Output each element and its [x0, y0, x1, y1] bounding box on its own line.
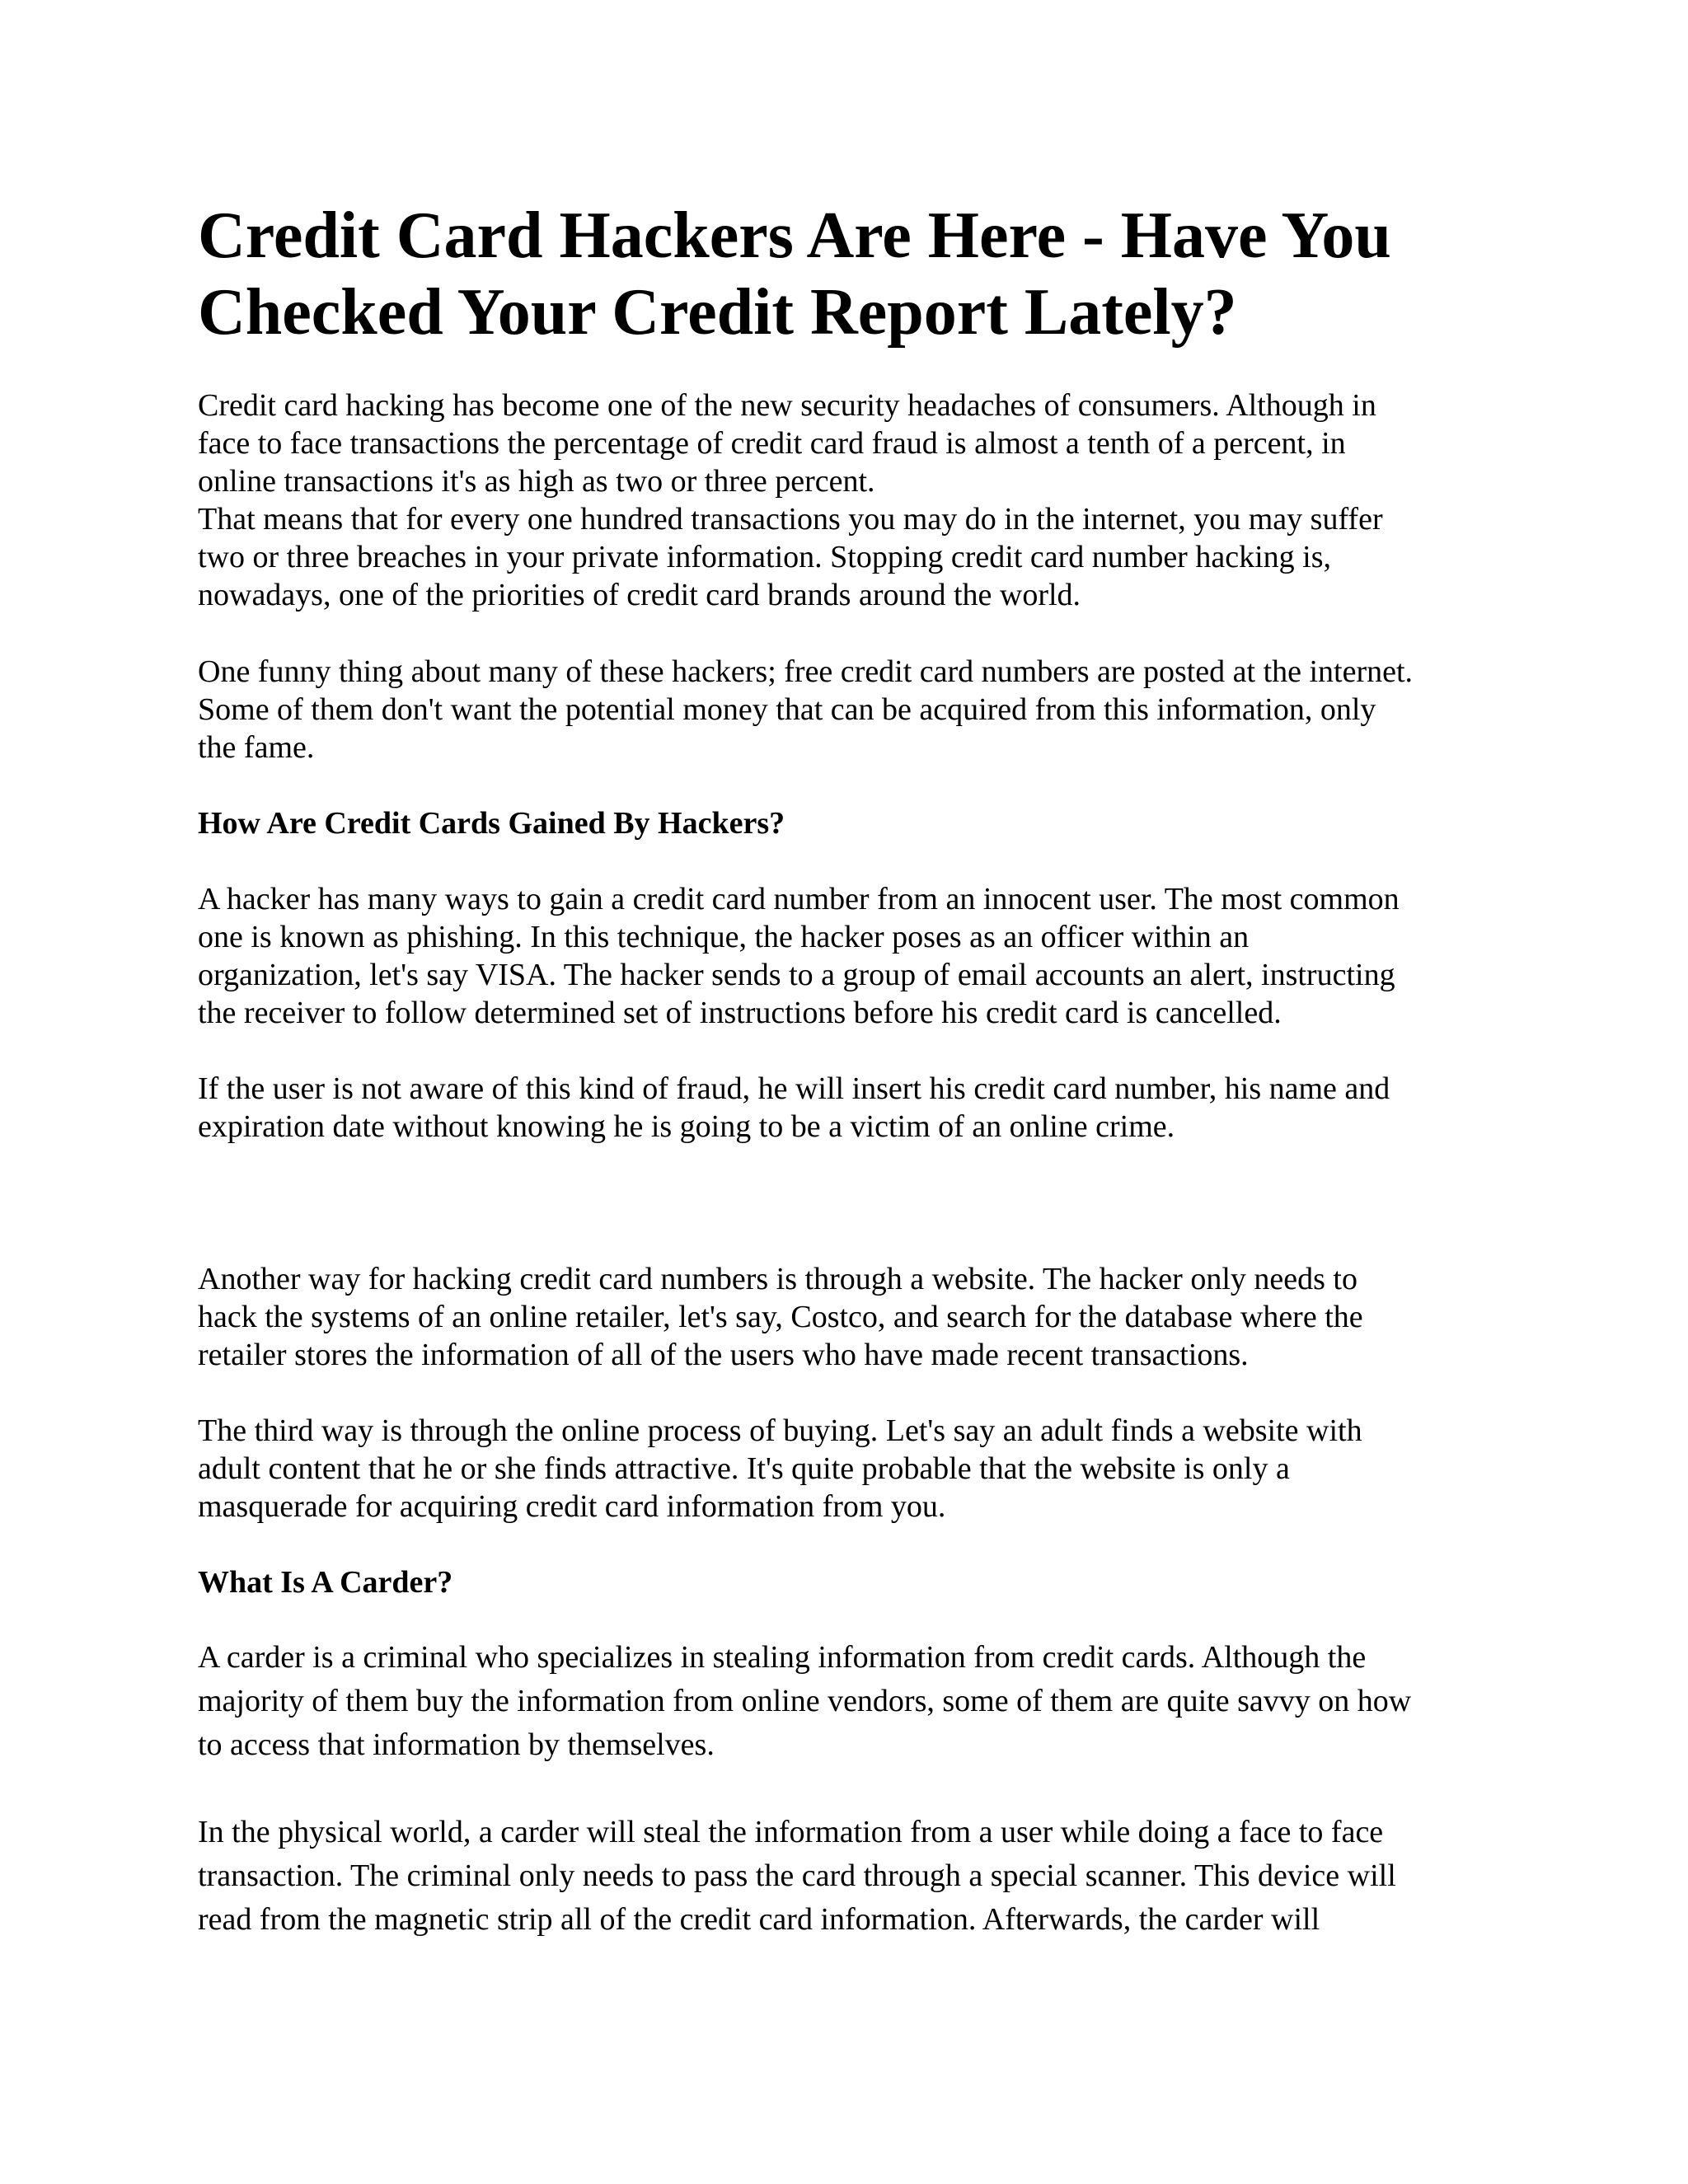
text-line: Credit card hacking has become one of the new security headaches of consumers. Although in — [198, 388, 1376, 423]
text-line: two or three breaches in your private information. Stopping credit card number hacking is, — [198, 540, 1331, 574]
title-line: Credit Card Hackers Are Here - Have You — [198, 199, 1391, 272]
text-line: online transactions it's as high as two or three percent. — [198, 464, 875, 499]
text-line: read from the magnetic strip all of the credit card information. Afterwards, the carder will — [198, 1902, 1320, 1937]
text-line: the receiver to follow determined set of instructions before his credit card is cancelled. — [198, 996, 1282, 1030]
text-line: the fame. — [198, 730, 315, 765]
text-line: Some of them don't want the potential money that can be acquired from this information, only — [198, 692, 1376, 727]
section-heading: What Is A Carder? — [198, 1565, 453, 1600]
section-heading: How Are Credit Cards Gained By Hackers? — [198, 806, 785, 841]
text-line: adult content that he or she finds attractive. It's quite probable that the website is only a — [198, 1451, 1290, 1486]
text-line: One funny thing about many of these hackers; free credit card numbers are posted at the internet. — [198, 654, 1414, 689]
text-line: The third way is through the online process of buying. Let's say an adult finds a website with — [198, 1413, 1362, 1448]
paragraph-phishing — [198, 880, 1400, 1032]
paragraph-online-buying — [198, 1412, 1362, 1526]
text-line: majority of them buy the information from online vendors, some of them are quite savvy on how — [198, 1684, 1412, 1718]
text-line: A hacker has many ways to gain a credit card number from an innocent user. The most common — [198, 882, 1400, 916]
text-line: masquerade for acquiring credit card information from you. — [198, 1489, 946, 1524]
text-line: If the user is not aware of this kind of fraud, he will insert his credit card number, his name and — [198, 1071, 1390, 1106]
text-line: transaction. The criminal only needs to pass the card through a special scanner. This device will — [198, 1858, 1396, 1893]
text-line: one is known as phishing. In this technique, the hacker poses as an officer within an — [198, 920, 1250, 954]
title-line: Checked Your Credit Report Lately? — [198, 276, 1237, 349]
text-line: Another way for hacking credit card numbers is through a website. The hacker only needs to — [198, 1262, 1357, 1296]
paragraph-intro — [198, 387, 1383, 614]
text-line: nowadays, one of the priorities of credit card brands around the world. — [198, 578, 1081, 612]
text-line: In the physical world, a carder will steal the information from a user while doing a face to face — [198, 1815, 1384, 1849]
paragraph-hackers-fame — [198, 653, 1413, 766]
text-line: retailer stores the information of all of the users who have made recent transactions. — [198, 1338, 1249, 1372]
paragraph-carder-definition — [198, 1636, 1411, 1767]
text-line: That means that for every one hundred transactions you may do in the internet, you may suffer — [198, 502, 1383, 537]
text-line: expiration date without knowing he is going to be a victim of an online crime. — [198, 1109, 1175, 1144]
paragraph-unaware-user — [198, 1070, 1390, 1146]
document-title — [198, 198, 1492, 351]
text-line: organization, let's say VISA. The hacker sends to a group of email accounts an alert, instructing — [198, 958, 1395, 992]
paragraph-physical-world — [198, 1811, 1396, 1942]
paragraph-website-hack — [198, 1260, 1363, 1374]
text-line: A carder is a criminal who specializes in stealing information from credit cards. Although the — [198, 1640, 1367, 1675]
text-line: face to face transactions the percentage of credit card fraud is almost a tenth of a percent, in — [198, 426, 1346, 461]
text-line: hack the systems of an online retailer, let's say, Costco, and search for the database where the — [198, 1300, 1363, 1334]
text-line: to access that information by themselves. — [198, 1727, 715, 1762]
